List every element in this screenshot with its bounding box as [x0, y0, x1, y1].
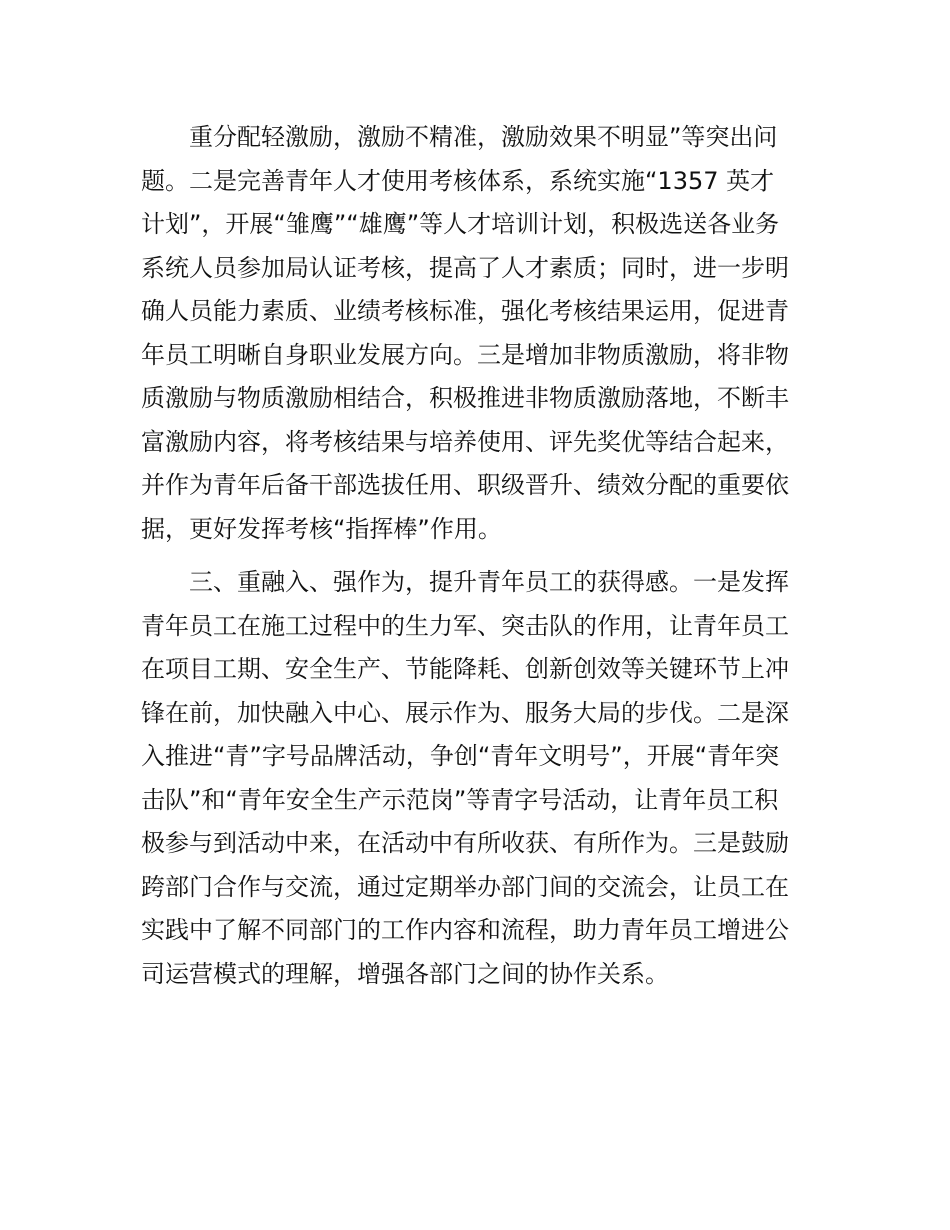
paragraph-1-line: 题。二是完善青年人才使用考核体系，系统实施“1357 英才: [141, 166, 775, 195]
document-body: [141, 116, 811, 996]
paragraph-2-line: 击队”和“青年安全生产示范岗”等青字号活动，让青年员工积: [141, 785, 779, 814]
paragraph-2-line: 跨部门合作与交流，通过定期举办部门间的交流会，让员工在: [141, 872, 789, 901]
paragraph-2-line: 青年员工在施工过程中的生力军、突击队的作用，让青年员工: [141, 611, 789, 640]
paragraph-1-line: 系统人员参加局认证考核，提高了人才素质；同时，进一步明: [141, 253, 789, 282]
paragraph-2-line: 入推进“青”字号品牌活动，争创“青年文明号”，开展“青年突: [141, 742, 780, 770]
paragraph-2-line: 极参与到活动中来，在活动中有所收获、有所作为。三是鼓励: [141, 829, 789, 857]
paragraph-1: [141, 116, 811, 551]
paragraph-2-line: 锋在前，加快融入中心、展示作为、服务大局的步伐。二是深: [141, 698, 789, 727]
paragraph-1-line: 富激励内容，将考核结果与培养使用、评先奖优等结合起来，: [141, 427, 789, 456]
paragraph-2: [141, 561, 811, 996]
paragraph-1-line: 并作为青年后备干部选拔任用、职级晋升、绩效分配的重要依: [141, 471, 789, 499]
paragraph-2-line: 司运营模式的理解，增强各部门之间的协作关系。: [141, 959, 669, 988]
paragraph-1-line: 年员工明晰自身职业发展方向。三是增加非物质激励，将非物: [141, 340, 789, 369]
paragraph-2-line: 在项目工期、安全生产、节能降耗、创新创效等关键环节上冲: [141, 655, 789, 683]
paragraph-1-line: 据，更好发挥考核“指挥棒”作用。: [141, 514, 502, 543]
paragraph-spacer: [141, 551, 811, 561]
paragraph-1-line: 确人员能力素质、业绩考核标准，强化考核结果运用，促进青: [141, 297, 789, 325]
paragraph-2-line: 实践中了解不同部门的工作内容和流程，助力青年员工增进公: [141, 916, 789, 944]
paragraph-1-line: 重分配轻激励，激励不精准，激励效果不明显”等突出问: [189, 123, 778, 151]
paragraph-1-line: 质激励与物质激励相结合，积极推进非物质激励落地，不断丰: [141, 384, 789, 412]
paragraph-1-line: 计划”，开展“雏鹰”“雄鹰”等人才培训计划，积极选送各业务: [141, 210, 780, 238]
paragraph-2-line: 三、重融入、强作为，提升青年员工的获得感。一是发挥: [189, 568, 789, 596]
